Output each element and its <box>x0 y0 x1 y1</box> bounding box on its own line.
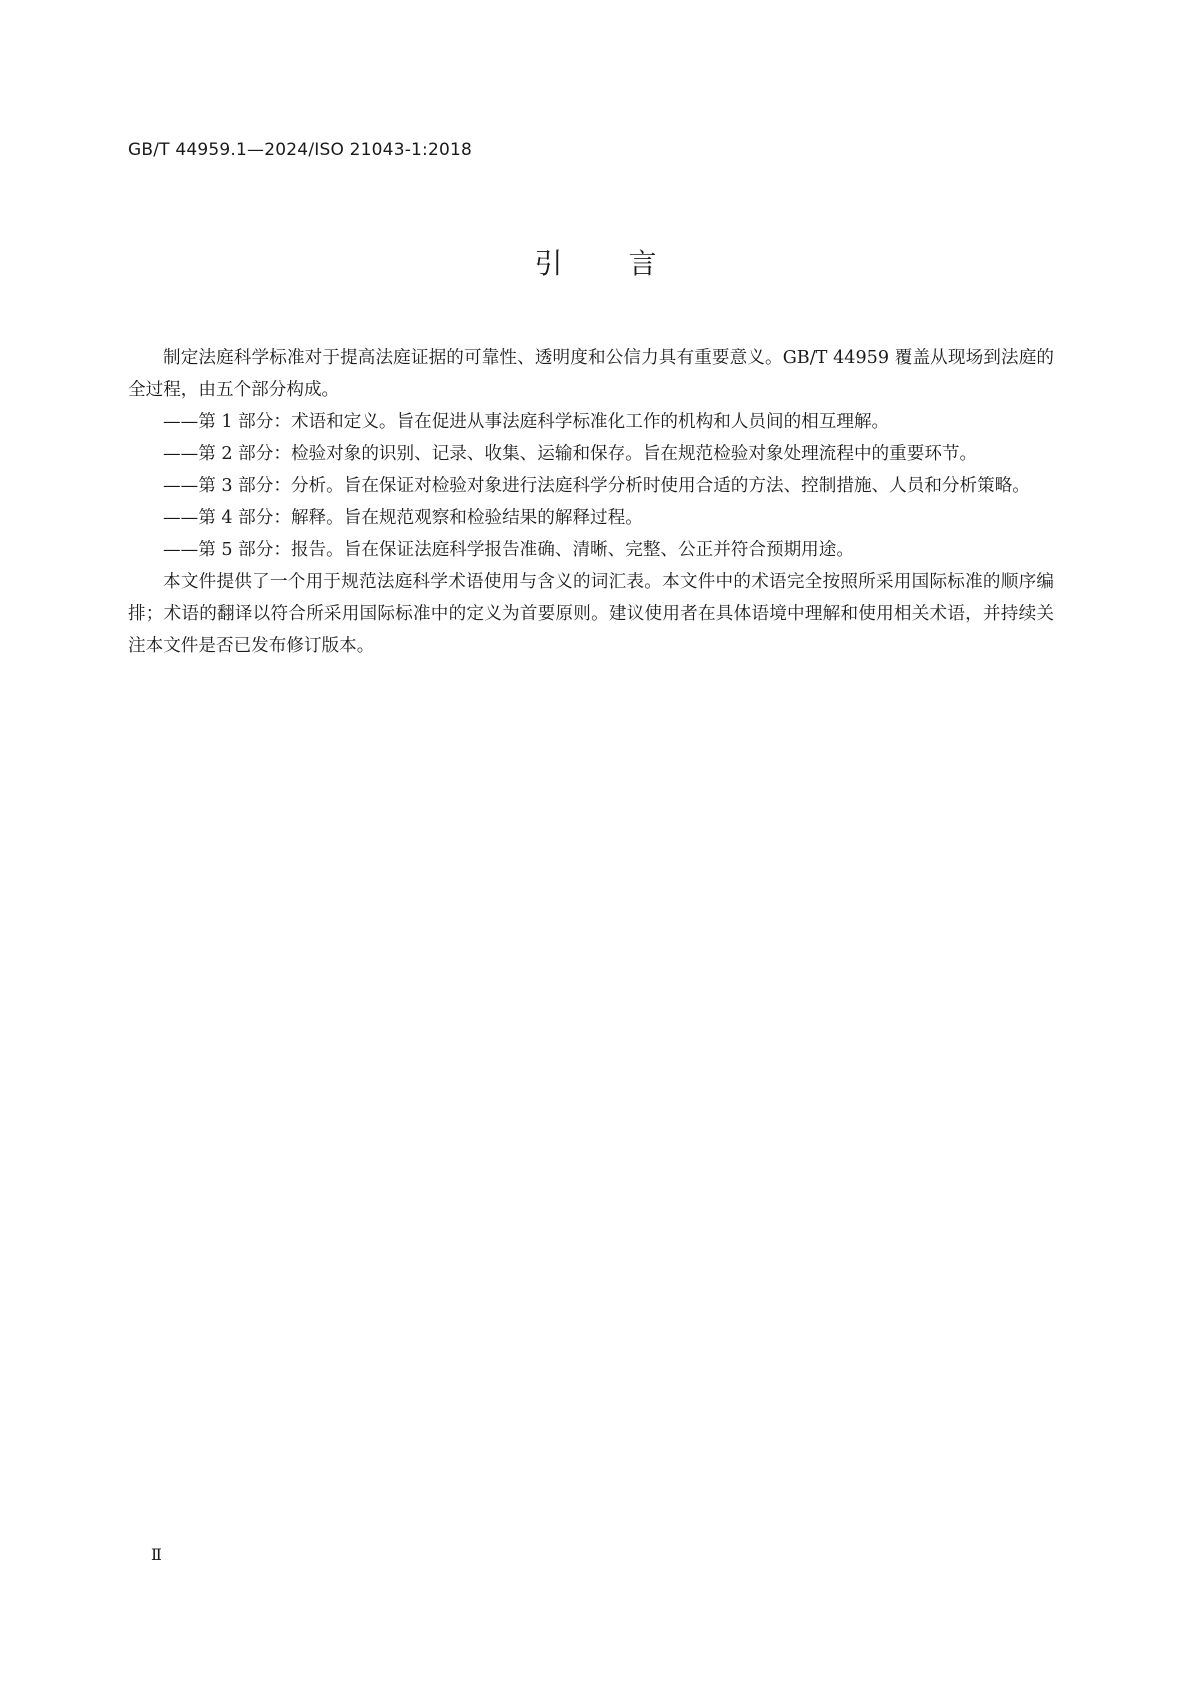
page-number: Ⅱ <box>151 1545 162 1564</box>
parts-list <box>128 406 1054 566</box>
intro-paragraph: 制定法庭科学标准对于提高法庭证据的可靠性、透明度和公信力具有重要意义。GB/T 44959 覆盖从现场到法庭的全过程，由五个部分构成。 <box>128 348 1054 400</box>
list-item-part-1: ——第 1 部分：术语和定义。旨在促进从事法庭科学标准化工作的机构和人员间的相互理解。 <box>163 412 890 432</box>
document-body <box>128 342 1054 662</box>
standard-code-header: GB/T 44959.1—2024/ISO 21043-1:2018 <box>128 140 473 160</box>
list-item-part-3: ——第 3 部分：分析。旨在保证对检验对象进行法庭科学分析时使用合适的方法、控制措施、人员和分析策略。 <box>163 476 1030 496</box>
list-item-part-2: ——第 2 部分：检验对象的识别、记录、收集、运输和保存。旨在规范检验对象处理流程中的重要环节。 <box>163 444 978 464</box>
list-item-part-5: ——第 5 部分：报告。旨在保证法庭科学报告准确、清晰、完整、公正并符合预期用途。 <box>163 540 854 560</box>
page-title: 引言 <box>534 247 723 280</box>
closing-paragraph: 本文件提供了一个用于规范法庭科学术语使用与含义的词汇表。本文件中的术语完全按照所采用国际标准的顺序编排；术语的翻译以符合所采用国际标准中的定义为首要原则。建议使用者在具体语境中理解和使用相关术语，并持续关注本文件是否已发布修订版本。 <box>128 572 1054 656</box>
list-item-part-4: ——第 4 部分：解释。旨在规范观察和检验结果的解释过程。 <box>163 508 643 528</box>
